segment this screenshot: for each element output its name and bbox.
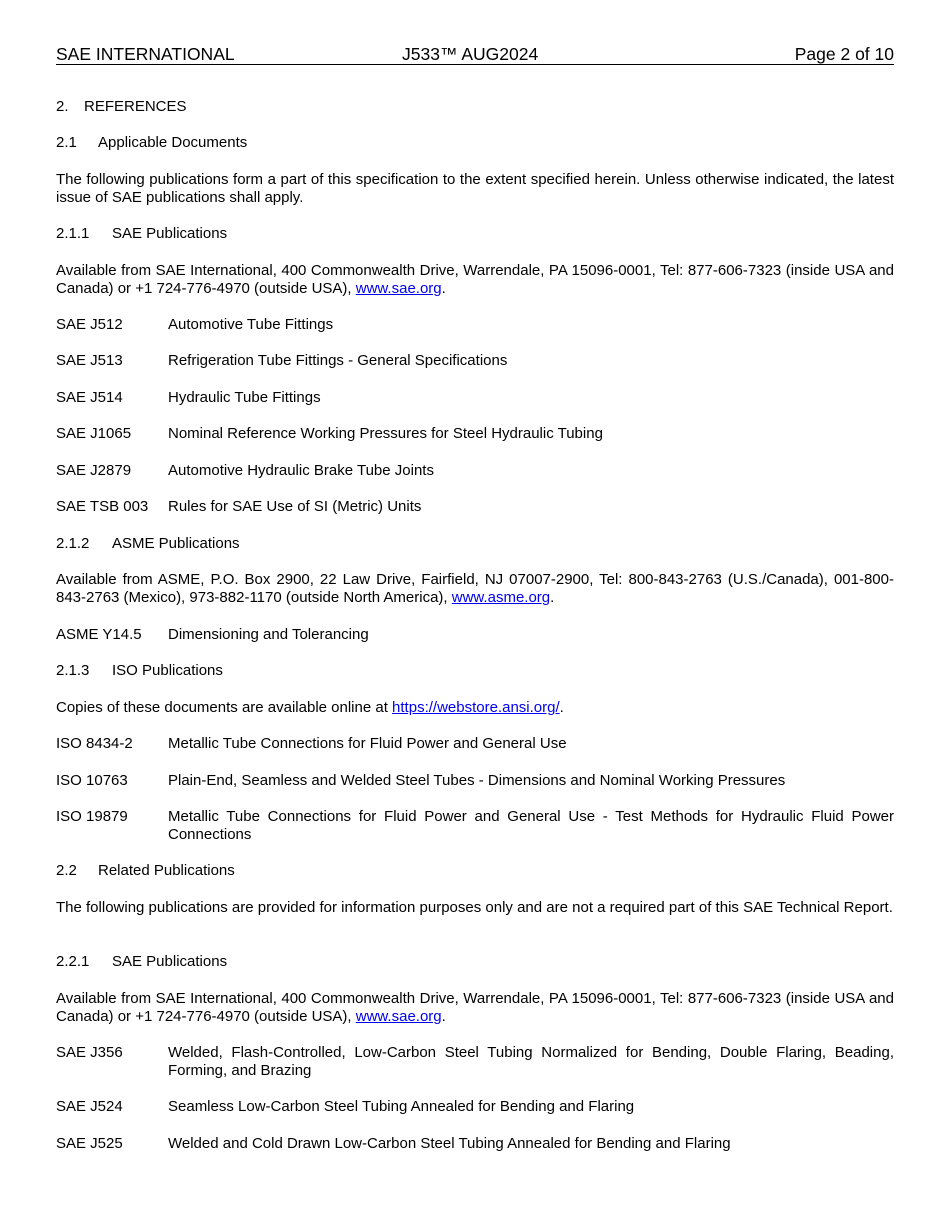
section-title: REFERENCES [84,98,187,115]
section-number: 2.2.1 [56,953,90,970]
reference-title: Dimensioning and Tolerancing [168,626,369,643]
reference-entry [56,808,894,844]
section-title: Related Publications [98,862,235,879]
section-2-1-3-heading [56,662,894,680]
section-title: Applicable Documents [98,134,248,151]
reference-code: SAE TSB 003 [56,498,149,515]
header-org: SAE INTERNATIONAL [56,44,235,64]
reference-code: SAE J1065 [56,425,132,442]
section-title: ISO Publications [112,662,223,679]
reference-entry [56,425,894,443]
sae-website-link[interactable]: www.sae.org [355,280,442,297]
availability-text: Copies of these documents are available online at [56,699,393,716]
reference-title: Hydraulic Tube Fittings [168,389,321,406]
ansi-webstore-link[interactable]: https://webstore.ansi.org/ [392,699,560,716]
reference-code: ASME Y14.5 [56,626,142,643]
section-2-2-intro: The following publications are provided for information purposes only and are not a required part of this SAE Technical Report. [56,899,893,916]
reference-entry [56,498,894,516]
reference-code: SAE J2879 [56,462,132,479]
reference-entry [56,1044,894,1080]
reference-title: Welded, Flash-Controlled, Low-Carbon Steel Tubing Normalized for Bending, Double Flaring, Beading, Forming, and Brazing [168,1044,894,1079]
section-number: 2. [56,98,69,115]
reference-title: Metallic Tube Connections for Fluid Power and General Use - Test Methods for Hydraulic Fluid Power Connections [168,808,894,843]
section-number: 2.1.2 [56,535,90,552]
header-doc-id: J533™ AUG2024 [402,44,539,64]
availability-text: Available from SAE International, 400 Commonwealth Drive, Warrendale, PA 15096-0001, Tel: 877-606-7323 (inside USA and Canada) or +1 724-776-4970 (outside USA), [56,990,894,1025]
availability-text: Available from ASME, P.O. Box 2900, 22 Law Drive, Fairfield, NJ 07007-2900, Tel: 800-843-2763 (U.S./Canada), 001-800-843-2763 (Mexico), 973-882-1170 (outside North America), [56,571,894,606]
reference-title: Metallic Tube Connections for Fluid Power and General Use [168,735,567,752]
section-2-1-3-availability: Copies of these documents are available online at https://webstore.ansi.org/. [56,699,564,716]
reference-entry [56,462,894,480]
section-2-2-1-heading [56,953,894,971]
availability-text: Available from SAE International, 400 Commonwealth Drive, Warrendale, PA 15096-0001, Tel: 877-606-7323 (inside USA and Canada) or +1 724-776-4970 (outside USA), [56,262,894,297]
reference-entry [56,316,894,334]
reference-code: SAE J525 [56,1135,123,1152]
reference-code: SAE J514 [56,389,123,406]
reference-entry [56,772,894,790]
reference-title: Automotive Hydraulic Brake Tube Joints [168,462,434,479]
reference-title: Plain-End, Seamless and Welded Steel Tubes - Dimensions and Nominal Working Pressures [168,772,786,789]
reference-title: Welded and Cold Drawn Low-Carbon Steel Tubing Annealed for Bending and Flaring [168,1135,731,1152]
reference-entry [56,735,894,753]
section-title: SAE Publications [112,953,228,970]
section-2-1-heading [56,134,894,152]
section-2-1-1-availability: Available from SAE International, 400 Commonwealth Drive, Warrendale, PA 15096-0001, Tel: 877-606-7323 (inside USA and Canada) or +1 724-776-4970 (outside USA), www.sae.org. [56,262,894,297]
reference-entry [56,626,894,644]
asme-website-link[interactable]: www.asme.org [451,589,551,606]
section-2-2-1-availability: Available from SAE International, 400 Commonwealth Drive, Warrendale, PA 15096-0001, Tel: 877-606-7323 (inside USA and Canada) or +1 724-776-4970 (outside USA), www.sae.org. [56,990,894,1025]
section-2-1-2-heading [56,535,894,553]
section-2-heading [56,98,894,116]
reference-code: ISO 10763 [56,772,128,789]
reference-entry [56,389,894,407]
reference-title: Refrigeration Tube Fittings - General Specifications [168,352,508,369]
section-title: SAE Publications [112,225,228,242]
reference-title: Rules for SAE Use of SI (Metric) Units [168,498,422,515]
header-page-number: Page 2 of 10 [794,44,894,64]
section-number: 2.1.3 [56,662,90,679]
section-2-2-heading [56,862,894,880]
reference-code: SAE J513 [56,352,123,369]
reference-entry [56,1135,894,1153]
section-number: 2.2 [56,862,77,879]
reference-title: Nominal Reference Working Pressures for Steel Hydraulic Tubing [168,425,603,442]
reference-title: Seamless Low-Carbon Steel Tubing Annealed for Bending and Flaring [168,1098,635,1115]
section-2-1-2-availability: Available from ASME, P.O. Box 2900, 22 Law Drive, Fairfield, NJ 07007-2900, Tel: 800-843-2763 (U.S./Canada), 001-800-843-2763 (Mexico), 973-882-1170 (outside North America), www.asme.org. [56,571,894,606]
page-header [56,44,894,65]
section-number: 2.1.1 [56,225,90,242]
section-number: 2.1 [56,134,77,151]
section-title: ASME Publications [112,535,240,552]
reference-code: SAE J512 [56,316,123,333]
section-2-1-1-heading [56,225,894,243]
section-2-1-intro: The following publications form a part of this specification to the extent specified herein. Unless otherwise indicated, the latest issue of SAE publications shall apply. [56,171,894,206]
reference-code: SAE J356 [56,1044,123,1061]
reference-code: ISO 19879 [56,808,128,825]
reference-entry [56,1098,894,1116]
reference-title: Automotive Tube Fittings [168,316,334,333]
reference-entry [56,352,894,370]
reference-code: SAE J524 [56,1098,123,1115]
sae-website-link[interactable]: www.sae.org [355,1008,442,1025]
reference-code: ISO 8434-2 [56,735,133,752]
